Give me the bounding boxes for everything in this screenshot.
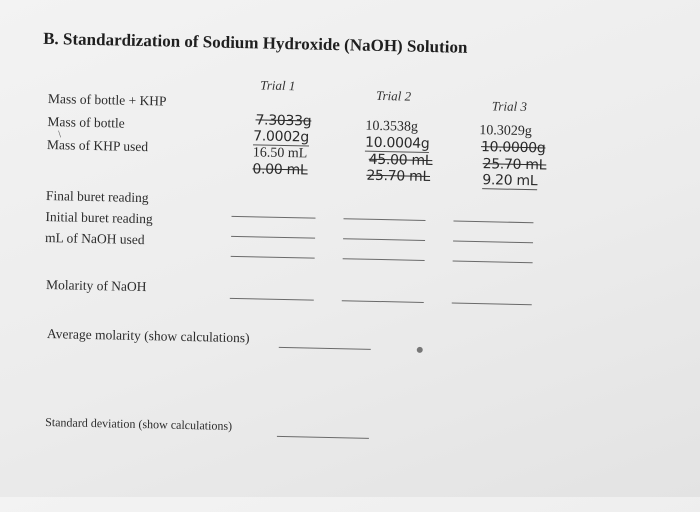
trial3-final-reading: 25.70 mL <box>482 156 547 174</box>
blank-t1-final[interactable] <box>232 216 316 219</box>
blank-standard-deviation[interactable] <box>277 436 369 439</box>
blank-t2-final[interactable] <box>343 218 425 221</box>
trial3-mass-bottle: 10.0000g <box>480 139 546 157</box>
blank-t1-molarity[interactable] <box>230 298 314 301</box>
label-standard-deviation: Standard deviation (show calculations) <box>45 415 233 433</box>
section-title: B. Standardization of Sodium Hydroxide (NaOH) Solution <box>43 28 468 57</box>
label-average-molarity: Average molarity (show calculations) <box>46 326 250 346</box>
trial-3-header: Trial 3 <box>491 98 528 115</box>
pen-mark <box>417 347 423 353</box>
blank-t1-used[interactable] <box>231 256 315 259</box>
trial1-initial-reading: 0.00 mL <box>252 161 308 179</box>
row-label-molarity: Molarity of NaOH <box>45 277 147 295</box>
trial1-final-reading: 16.50 mL <box>252 145 308 162</box>
blank-t2-molarity[interactable] <box>342 300 424 303</box>
trial-1-header: Trial 1 <box>260 77 296 94</box>
trial1-mass-bottle: 7.0002g <box>253 128 310 146</box>
trial-2-header: Trial 2 <box>375 87 412 104</box>
trial2-mass-bottle: 10.0004g <box>364 134 430 153</box>
blank-t3-used[interactable] <box>453 261 533 264</box>
trial2-final-reading: 45.00 mL <box>368 151 433 170</box>
trial2-initial-reading: 25.70 mL <box>366 167 431 186</box>
trial3-mass-bottle-khp: 10.3029g <box>479 123 533 140</box>
blank-t3-initial[interactable] <box>453 241 533 244</box>
blank-t2-used[interactable] <box>343 258 425 261</box>
row-label-final-buret: Final buret reading <box>45 188 149 206</box>
blank-average-molarity[interactable] <box>279 347 371 350</box>
row-label-khp-used: Mass of KHP used <box>46 137 149 155</box>
row-label-bottle: Mass of bottle <box>47 114 125 131</box>
blank-t3-molarity[interactable] <box>452 303 532 306</box>
row-label-bottle-khp: Mass of bottle + KHP <box>47 91 167 109</box>
check-mark: \ <box>58 129 62 141</box>
trial1-mass-bottle-khp: 7.3033g <box>255 112 312 130</box>
trial2-mass-bottle-khp: 10.3538g <box>365 118 419 135</box>
blank-t3-final[interactable] <box>453 221 533 224</box>
blank-t1-initial[interactable] <box>231 236 315 239</box>
row-label-ml-naoh: mL of NaOH used <box>44 229 145 248</box>
blank-t2-initial[interactable] <box>343 238 425 241</box>
row-label-initial-buret: Initial buret reading <box>45 209 153 227</box>
trial3-initial-reading: 9.20 mL <box>482 172 538 190</box>
